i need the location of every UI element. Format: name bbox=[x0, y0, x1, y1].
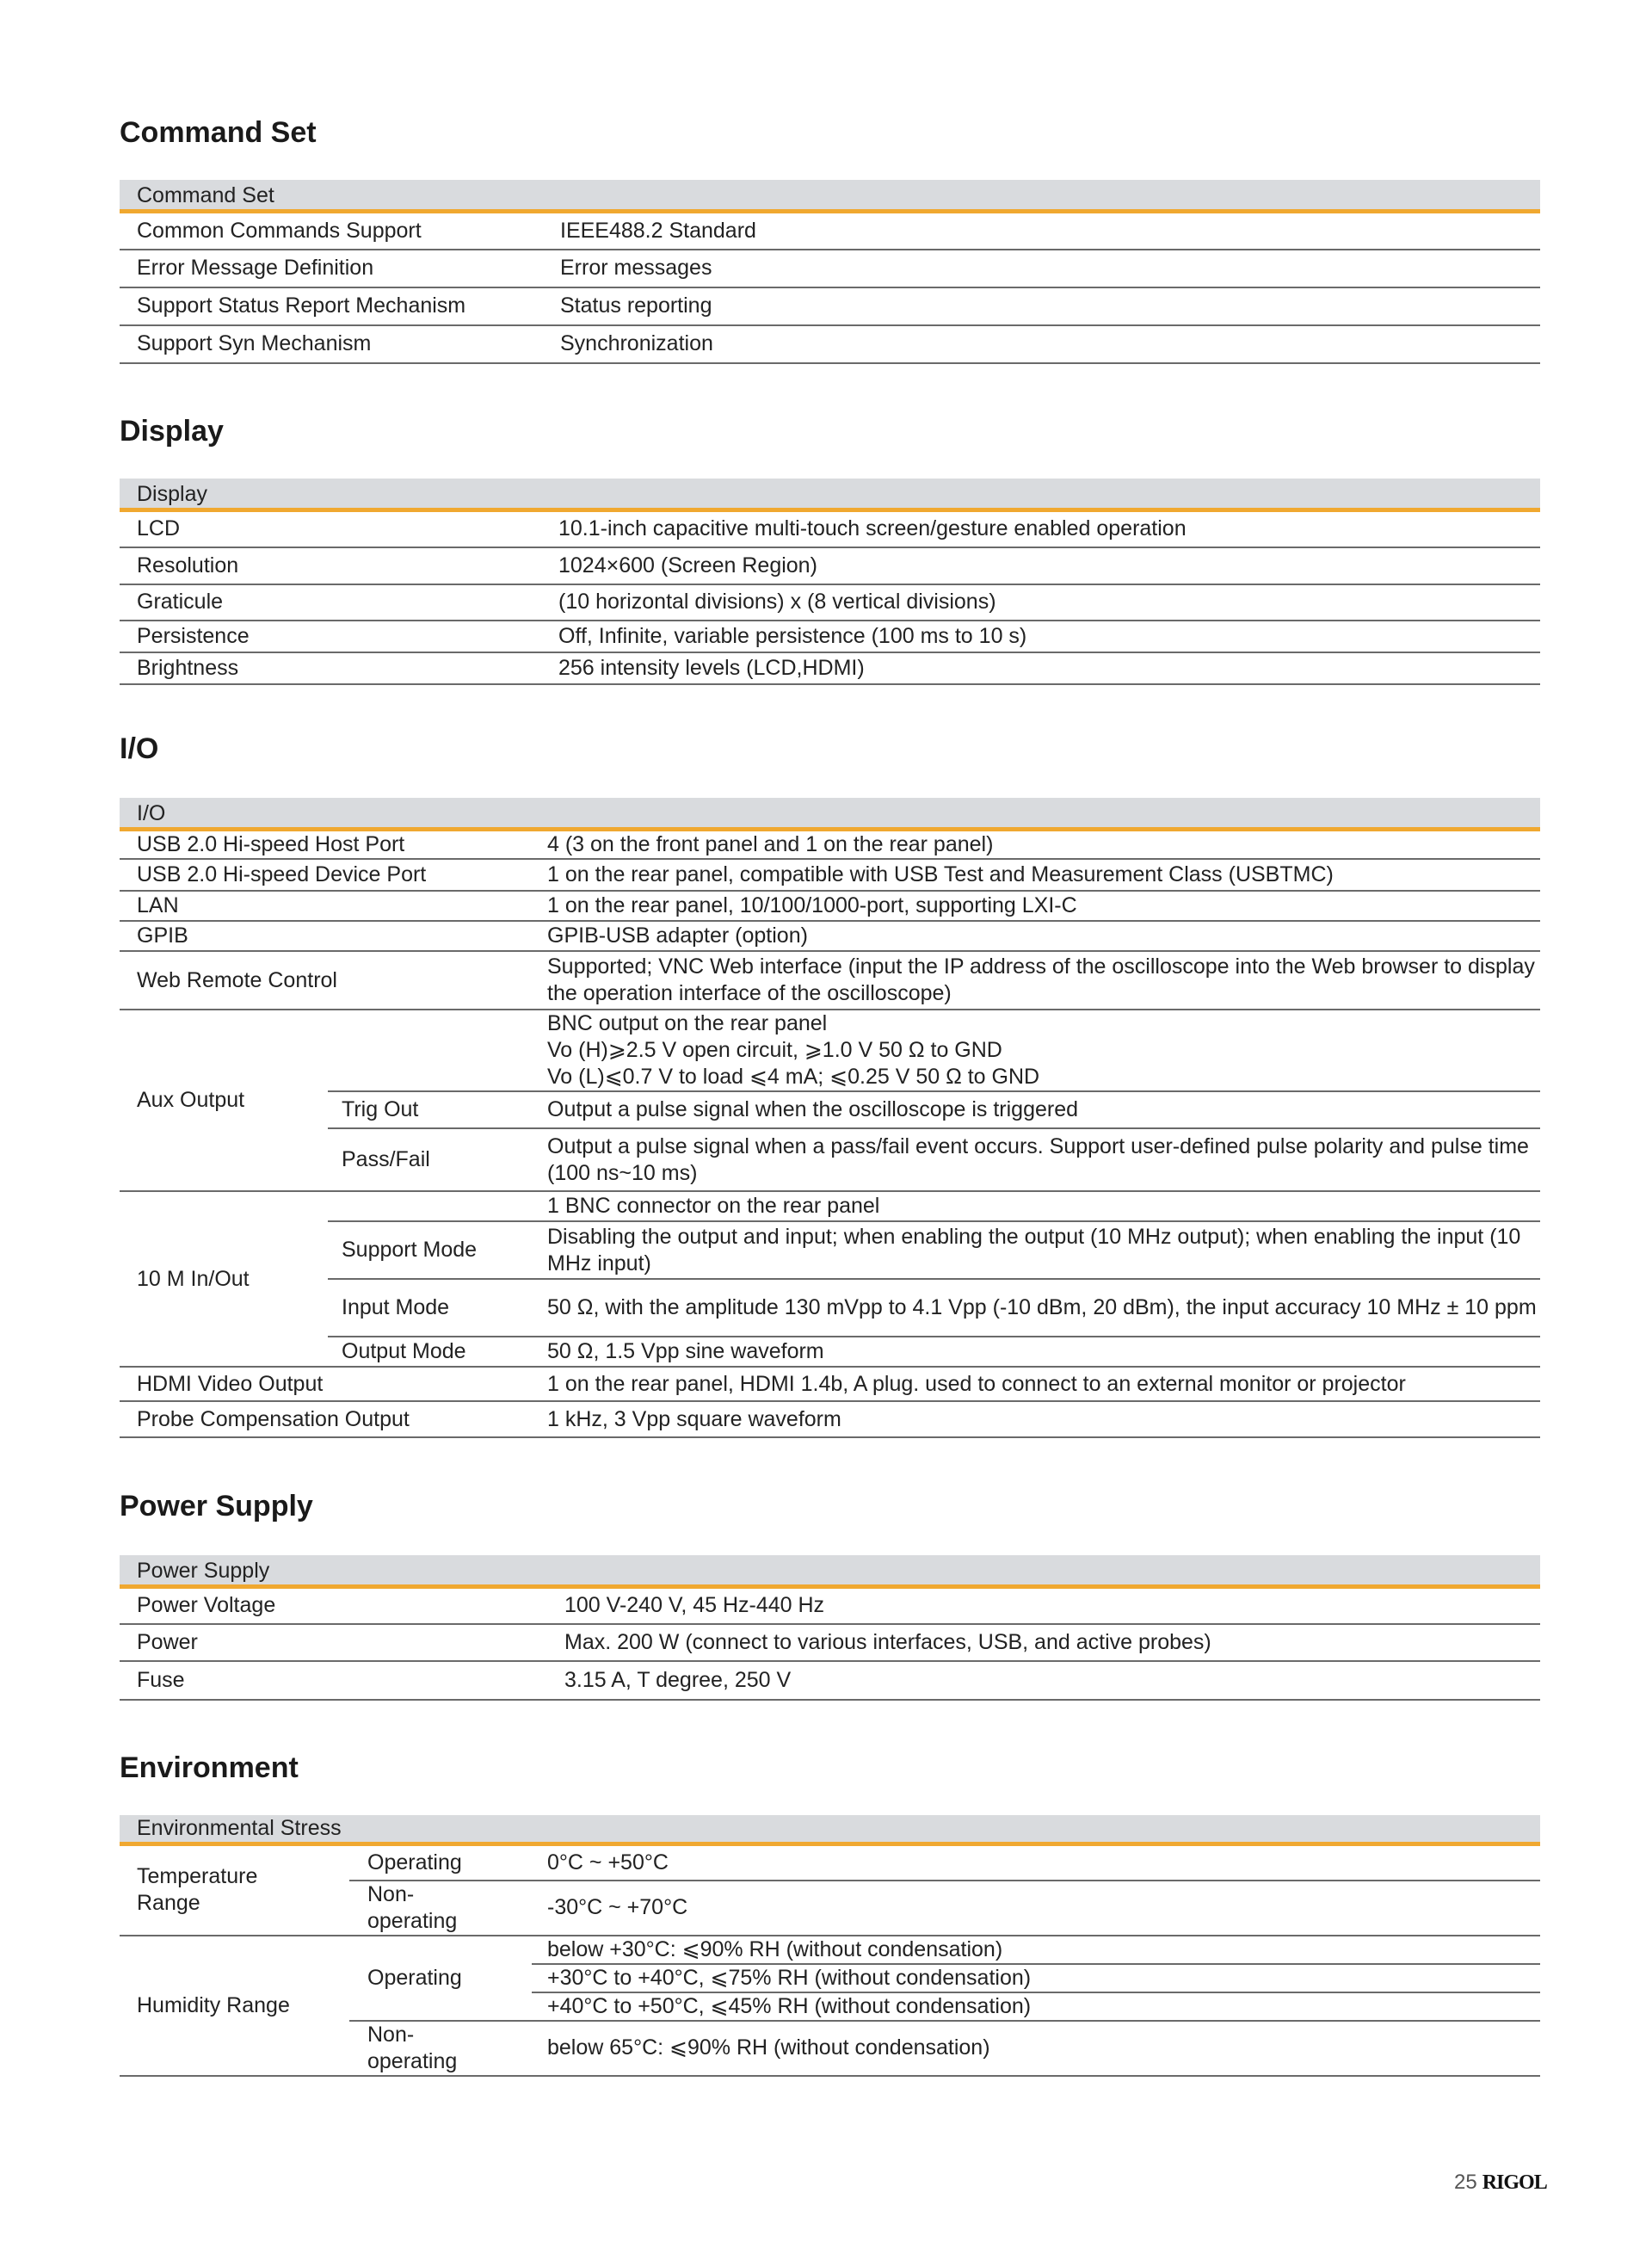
table-header-label: Display bbox=[120, 479, 1540, 510]
sub-label: Operating bbox=[349, 1844, 532, 1881]
row-value bbox=[532, 1010, 1540, 1091]
row-label: Graticule bbox=[120, 584, 541, 621]
row-label: Power Voltage bbox=[120, 1587, 547, 1624]
row-value: 0°C ~ +50°C bbox=[532, 1844, 1540, 1881]
row-label: Support Syn Mechanism bbox=[120, 325, 543, 363]
table-row bbox=[120, 1624, 1540, 1661]
display-table bbox=[120, 479, 1540, 685]
section-title-display: Display bbox=[120, 415, 224, 448]
row-value: +40°C to +50°C, ⩽45% RH (without condensation) bbox=[532, 1992, 1540, 2021]
row-value: 4 (3 on the front panel and 1 on the rear panel) bbox=[532, 830, 1540, 860]
section-title-command-set: Command Set bbox=[120, 116, 317, 149]
row-label: Fuse bbox=[120, 1661, 547, 1700]
row-value: below +30°C: ⩽90% RH (without condensation) bbox=[532, 1936, 1540, 1964]
table-row bbox=[120, 1661, 1540, 1700]
table-header bbox=[120, 798, 1540, 830]
io-table bbox=[120, 798, 1540, 1438]
row-value: 3.15 A, T degree, 250 V bbox=[547, 1661, 1540, 1700]
row-value: Off, Infinite, variable persistence (100 ms to 10 s) bbox=[541, 621, 1540, 652]
table-row bbox=[120, 325, 1540, 363]
row-value: 1024×600 (Screen Region) bbox=[541, 547, 1540, 584]
row-value: 1 BNC connector on the rear panel bbox=[532, 1191, 1540, 1221]
power-supply-table bbox=[120, 1555, 1540, 1701]
table-row bbox=[120, 1936, 1540, 1964]
table-row bbox=[120, 1367, 1540, 1401]
table-header bbox=[120, 180, 1540, 212]
table-header bbox=[120, 1555, 1540, 1587]
sub-label: Operating bbox=[349, 1936, 532, 2021]
row-value: (10 horizontal divisions) x (8 vertical divisions) bbox=[541, 584, 1540, 621]
table-row bbox=[120, 1401, 1540, 1437]
row-value: 1 on the rear panel, HDMI 1.4b, A plug. used to connect to an external monitor or projector bbox=[532, 1367, 1540, 1401]
table-row bbox=[120, 652, 1540, 684]
table-row bbox=[120, 1091, 1540, 1128]
row-value: -30°C ~ +70°C bbox=[532, 1881, 1540, 1936]
sub-label: Trig Out bbox=[328, 1091, 532, 1128]
table-row bbox=[120, 891, 1540, 921]
row-label: Web Remote Control bbox=[120, 951, 532, 1010]
sub-label: Support Mode bbox=[328, 1221, 532, 1279]
table-row bbox=[120, 921, 1540, 951]
table-row bbox=[120, 621, 1540, 652]
table-row bbox=[120, 1128, 1540, 1191]
row-value: 100 V-240 V, 45 Hz-440 Hz bbox=[547, 1587, 1540, 1624]
table-row bbox=[120, 1221, 1540, 1279]
row-label: Error Message Definition bbox=[120, 250, 543, 287]
table-row bbox=[120, 1010, 1540, 1091]
brand-logo: RIGOL bbox=[1482, 2171, 1547, 2194]
page-number: 25 bbox=[1454, 2171, 1477, 2194]
table-header-label: Environmental Stress bbox=[120, 1815, 1540, 1844]
row-label: HDMI Video Output bbox=[120, 1367, 532, 1401]
row-label: 10 M In/Out bbox=[120, 1191, 328, 1367]
row-value: Output a pulse signal when a pass/fail event occurs. Support user-defined pulse polarity and pulse time (100 ns~10 ms) bbox=[532, 1128, 1540, 1191]
section-title-environment: Environment bbox=[120, 1751, 299, 1784]
row-label: USB 2.0 Hi-speed Device Port bbox=[120, 859, 532, 891]
row-value: Supported; VNC Web interface (input the IP address of the oscilloscope into the Web browser to display the operation interface of the oscilloscope) bbox=[532, 951, 1540, 1010]
table-header-label: Command Set bbox=[120, 180, 1540, 212]
table-row bbox=[120, 859, 1540, 891]
table-header-label: I/O bbox=[120, 798, 1540, 830]
table-row bbox=[120, 584, 1540, 621]
row-value: 256 intensity levels (LCD,HDMI) bbox=[541, 652, 1540, 684]
row-value: IEEE488.2 Standard bbox=[543, 212, 1540, 250]
row-value: Synchronization bbox=[543, 325, 1540, 363]
table-header bbox=[120, 1815, 1540, 1844]
row-value: GPIB-USB adapter (option) bbox=[532, 921, 1540, 951]
sub-label: Non-operating bbox=[349, 1881, 532, 1936]
table-row bbox=[120, 1337, 1540, 1367]
table-row bbox=[120, 1191, 1540, 1221]
sub-label: Output Mode bbox=[328, 1337, 532, 1367]
row-label: GPIB bbox=[120, 921, 532, 951]
table-row bbox=[120, 1279, 1540, 1337]
table-row bbox=[120, 547, 1540, 584]
row-value: Error messages bbox=[543, 250, 1540, 287]
row-value: 1 on the rear panel, 10/100/1000-port, supporting LXI-C bbox=[532, 891, 1540, 921]
row-value: 50 Ω, 1.5 Vpp sine waveform bbox=[532, 1337, 1540, 1367]
row-label: LAN bbox=[120, 891, 532, 921]
table-row bbox=[120, 1587, 1540, 1624]
row-value: 1 kHz, 3 Vpp square waveform bbox=[532, 1401, 1540, 1437]
sub-label: Pass/Fail bbox=[328, 1128, 532, 1191]
row-label: Power bbox=[120, 1624, 547, 1661]
row-value: 50 Ω, with the amplitude 130 mVpp to 4.1 Vpp (-10 dBm, 20 dBm), the input accuracy 10 MHz ± 10 ppm bbox=[532, 1279, 1540, 1337]
row-label: Resolution bbox=[120, 547, 541, 584]
table-header-label: Power Supply bbox=[120, 1555, 1540, 1587]
row-value: Disabling the output and input; when enabling the output (10 MHz output); when enabling the input (10 MHz input) bbox=[532, 1221, 1540, 1279]
row-label: USB 2.0 Hi-speed Host Port bbox=[120, 830, 532, 860]
value-line: Vo (L)⩽0.7 V to load ⩽4 mA; ⩽0.25 V 50 Ω to GND bbox=[547, 1065, 1040, 1089]
page-footer bbox=[1454, 2171, 1547, 2195]
row-value: Output a pulse signal when the oscilloscope is triggered bbox=[532, 1091, 1540, 1128]
table-row bbox=[120, 287, 1540, 325]
section-title-power-supply: Power Supply bbox=[120, 1490, 313, 1522]
sub-label: Non-operating bbox=[349, 2021, 532, 2076]
row-value: 10.1-inch capacitive multi-touch screen/gesture enabled operation bbox=[541, 510, 1540, 547]
row-label: Common Commands Support bbox=[120, 212, 543, 250]
row-label: Probe Compensation Output bbox=[120, 1401, 532, 1437]
row-label: Humidity Range bbox=[120, 1936, 349, 2076]
table-row bbox=[120, 830, 1540, 860]
row-label: Brightness bbox=[120, 652, 541, 684]
row-value: +30°C to +40°C, ⩽75% RH (without condensation) bbox=[532, 1964, 1540, 1992]
table-row bbox=[120, 1844, 1540, 1881]
row-label: Persistence bbox=[120, 621, 541, 652]
environment-table bbox=[120, 1815, 1540, 2077]
row-value: Status reporting bbox=[543, 287, 1540, 325]
command-set-table bbox=[120, 180, 1540, 364]
row-value: below 65°C: ⩽90% RH (without condensation) bbox=[532, 2021, 1540, 2076]
row-label: Aux Output bbox=[120, 1010, 328, 1191]
row-value: 1 on the rear panel, compatible with USB Test and Measurement Class (USBTMC) bbox=[532, 859, 1540, 891]
section-title-io: I/O bbox=[120, 732, 159, 765]
sub-label: Input Mode bbox=[328, 1279, 532, 1337]
row-value: Max. 200 W (connect to various interfaces, USB, and active probes) bbox=[547, 1624, 1540, 1661]
sub-label-empty bbox=[328, 1010, 532, 1091]
table-row bbox=[120, 250, 1540, 287]
row-label: LCD bbox=[120, 510, 541, 547]
table-row bbox=[120, 510, 1540, 547]
table-row bbox=[120, 212, 1540, 250]
value-line: BNC output on the rear panel bbox=[547, 1011, 828, 1035]
row-label: Temperature Range bbox=[120, 1844, 349, 1936]
value-line: Vo (H)⩾2.5 V open circuit, ⩾1.0 V 50 Ω to GND bbox=[547, 1038, 1002, 1062]
sub-label-empty bbox=[328, 1191, 532, 1221]
table-header bbox=[120, 479, 1540, 510]
row-label: Support Status Report Mechanism bbox=[120, 287, 543, 325]
table-row bbox=[120, 951, 1540, 1010]
